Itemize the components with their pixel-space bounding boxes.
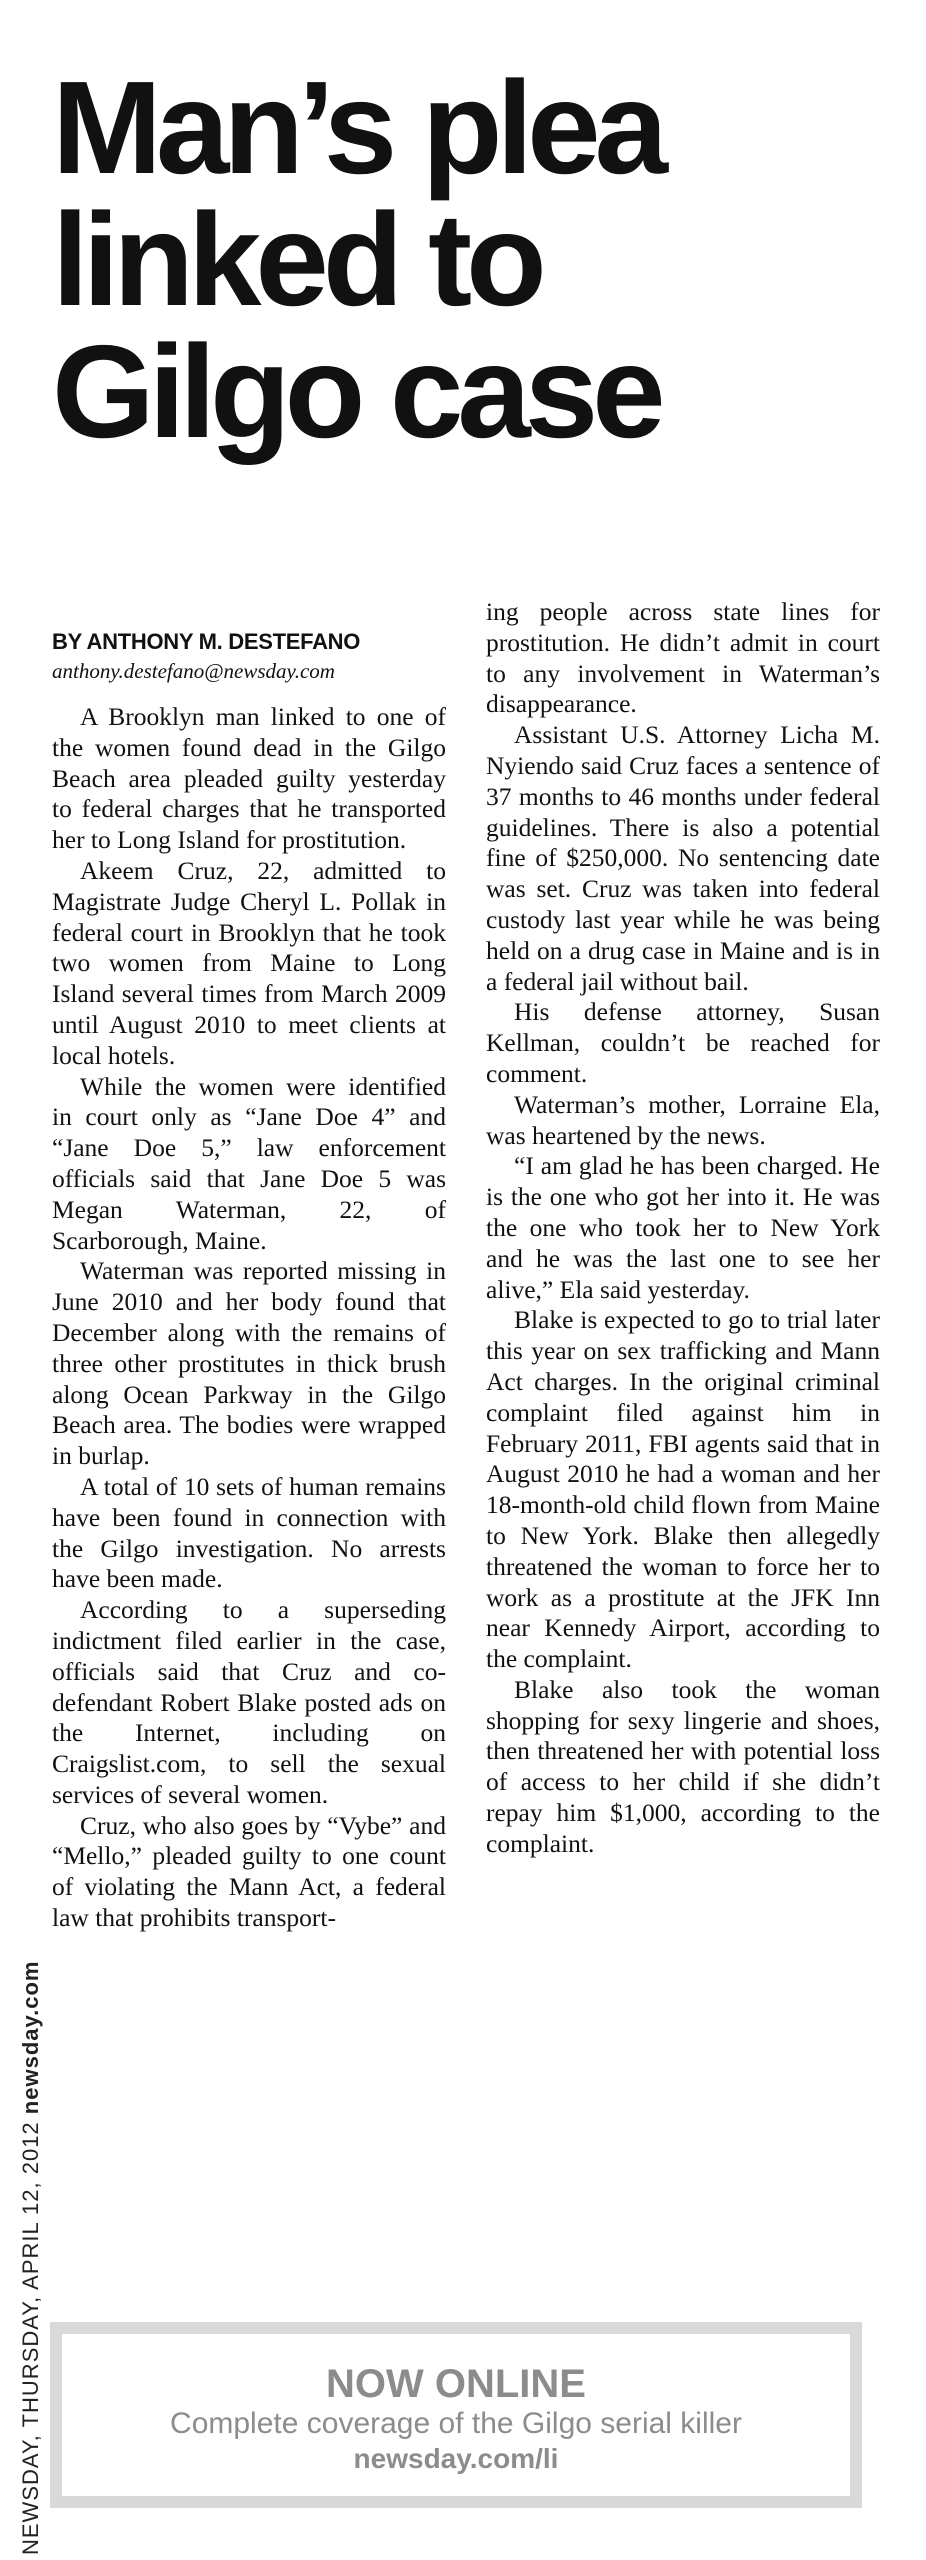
dateline-text: NEWSDAY, THURSDAY, APRIL 12, 2012 — [18, 2121, 43, 2555]
paragraph: Waterman was reported missing in June 2010 and her body found that December along with the remains of three other prostitutes in thick brush along Ocean Parkway in the Gilgo Beach area. The bodies were wrapped in burlap. — [52, 1256, 446, 1471]
site-url[interactable]: newsday.com — [18, 1960, 43, 2115]
paragraph: While the women were identified in court only as “Jane Doe 4” and “Jane Doe 5,” law enforcement officials said that Jane Doe 5 was Megan Waterman, 22, of Scarborough, Maine. — [52, 1071, 446, 1255]
online-promo-box[interactable] — [50, 2322, 862, 2508]
headline-line-2: linked to — [52, 186, 541, 333]
headline — [52, 54, 912, 465]
headline-line-1: Man’s plea — [52, 54, 662, 201]
article-column-1 — [52, 702, 446, 1934]
author-email[interactable]: anthony.destefano@newsday.com — [52, 659, 335, 683]
promo-subtitle: Complete coverage of the Gilgo serial killer — [170, 2407, 742, 2440]
paragraph: Assistant U.S. Attorney Licha M. Nyiendo said Cruz faces a sentence of 37 months to 46 months under federal guidelines. There is also a potential fine of $250,000. No sentencing date was set. Cruz was taken into federal custody last year while he was being held on a drug case in Maine and is in a federal jail without bail. — [486, 720, 880, 996]
paragraph: Waterman’s mother, Lorraine Ela, was heartened by the news. — [486, 1089, 880, 1150]
paragraph: Blake also took the woman shopping for sexy lingerie and shoes, then threatened her with potential loss of access to her child if she didn’t repay him $1,000, according to the complaint. — [486, 1674, 880, 1858]
paragraph: Akeem Cruz, 22, admitted to Magistrate Judge Cheryl L. Pollak in federal court in Brooklyn that he took two women from Maine to Long Island several times from March 2009 until August 2010 to meet clients at local hotels. — [52, 855, 446, 1070]
paragraph: “I am glad he has been charged. He is the one who got her into it. He was the one who took her to New York and he was the last one to see her alive,” Ela said yesterday. — [486, 1151, 880, 1304]
article-column-2 — [486, 597, 880, 1860]
promo-url[interactable]: newsday.com/li — [353, 2443, 559, 2474]
paragraph: Blake is expected to go to trial later this year on sex trafficking and Mann Act charges. In the original criminal complaint filed against him in February 2011, FBI agents said that in August 2010 he had a woman and her 18-month-old child flown from Maine to New York. Blake then allegedly threatened the woman to force her to work as a prostitute at the JFK Inn near Kennedy Airport, according to the complaint. — [486, 1305, 880, 1674]
paragraph: His defense attorney, Susan Kellman, couldn’t be reached for comment. — [486, 997, 880, 1088]
paragraph: Cruz, who also goes by “Vybe” and “Mello,” pleaded guilty to one count of violating the Mann Act, a federal law that prohibits transport- — [52, 1810, 446, 1933]
byline: BY ANTHONY M. DESTEFANO — [52, 629, 361, 654]
paragraph: A Brooklyn man linked to one of the women found dead in the Gilgo Beach area pleaded guilty yesterday to federal charges that he transported her to Long Island for prostitution. — [52, 702, 446, 855]
promo-title: NOW ONLINE — [326, 2362, 586, 2406]
paragraph: A total of 10 sets of human remains have been found in connection with the Gilgo investigation. No arrests have been made. — [52, 1471, 446, 1594]
paragraph: ing people across state lines for prostitution. He didn’t admit in court to any involvement in Waterman’s disappearance. — [486, 597, 880, 719]
headline-line-3: Gilgo case — [52, 318, 660, 465]
paragraph: According to a superseding indictment filed earlier in the case, officials said that Cruz and co-defendant Robert Blake posted ads on the Internet, including on Craigslist.com, to sell the sexual services of several women. — [52, 1595, 446, 1809]
page-dateline — [18, 1961, 44, 2555]
